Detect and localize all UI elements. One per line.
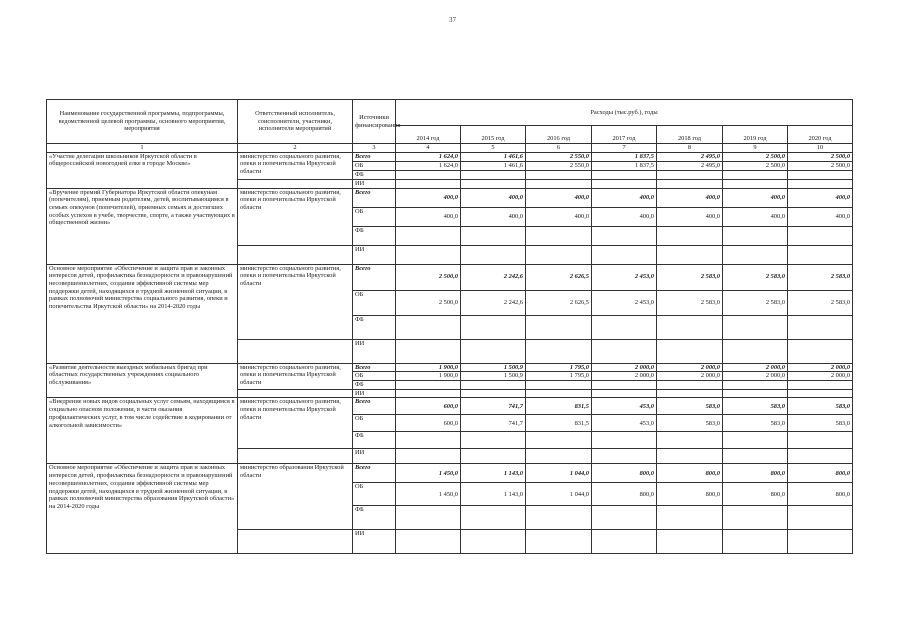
value-cell: 2 000,0 <box>657 363 723 372</box>
value-cell <box>723 530 788 554</box>
value-cell <box>461 339 526 363</box>
value-cell: 1 450,0 <box>396 483 461 506</box>
column-number: 6 <box>526 144 592 153</box>
value-cell <box>723 179 788 188</box>
value-cell: 400,0 <box>788 188 853 207</box>
header-year: 2018 год <box>657 126 723 144</box>
value-cell: 1 837,5 <box>592 161 657 170</box>
value-cell <box>526 226 592 245</box>
value-cell: 400,0 <box>592 207 657 226</box>
value-cell: 2 000,0 <box>788 372 853 381</box>
value-cell <box>788 432 853 449</box>
funding-source-cell: ОБ <box>353 415 396 432</box>
funding-source-cell: ИИ <box>353 179 396 188</box>
value-cell <box>592 449 657 464</box>
value-cell: 1 450,0 <box>396 464 461 483</box>
value-cell <box>461 449 526 464</box>
value-cell <box>657 226 723 245</box>
column-number-row <box>47 144 853 153</box>
header-year: 2020 год <box>788 126 853 144</box>
value-cell <box>788 170 853 179</box>
value-cell <box>657 315 723 339</box>
value-cell: 800,0 <box>657 464 723 483</box>
value-cell <box>461 245 526 264</box>
value-cell <box>723 432 788 449</box>
value-cell <box>592 245 657 264</box>
value-cell: 400,0 <box>526 188 592 207</box>
value-cell <box>788 315 853 339</box>
value-cell: 453,0 <box>592 398 657 415</box>
value-cell <box>461 315 526 339</box>
executor-cell-empty <box>238 530 353 554</box>
value-cell <box>396 530 461 554</box>
value-cell <box>657 449 723 464</box>
value-cell <box>396 432 461 449</box>
value-cell: 2 550,0 <box>526 152 592 161</box>
table-row <box>47 152 853 161</box>
value-cell <box>592 315 657 339</box>
value-cell: 1 624,0 <box>396 161 461 170</box>
header-year: 2015 год <box>461 126 526 144</box>
value-cell <box>657 530 723 554</box>
column-number: 7 <box>592 144 657 153</box>
value-cell <box>592 179 657 188</box>
value-cell <box>592 506 657 530</box>
value-cell: 2 500,0 <box>788 152 853 161</box>
value-cell: 800,0 <box>657 483 723 506</box>
value-cell: 400,0 <box>461 207 526 226</box>
value-cell <box>461 506 526 530</box>
header-expenses: Расходы (тыс.руб.), годы <box>396 100 853 126</box>
value-cell: 800,0 <box>592 483 657 506</box>
value-cell <box>788 389 853 398</box>
value-cell: 2 242,6 <box>461 290 526 315</box>
value-cell <box>396 506 461 530</box>
value-cell <box>461 389 526 398</box>
executor-cell: министерство социального развития, опеки и попечительства Иркутской области <box>238 363 353 389</box>
table-row <box>47 464 853 483</box>
header-row <box>47 100 853 126</box>
value-cell: 800,0 <box>788 464 853 483</box>
funding-source-cell: ИИ <box>353 339 396 363</box>
value-cell <box>396 226 461 245</box>
value-cell: 2 626,5 <box>526 290 592 315</box>
funding-source-cell: ФБ <box>353 432 396 449</box>
value-cell <box>657 179 723 188</box>
value-cell <box>526 530 592 554</box>
value-cell: 400,0 <box>396 188 461 207</box>
value-cell <box>592 530 657 554</box>
value-cell: 2 242,6 <box>461 264 526 290</box>
funding-source-cell: ФБ <box>353 226 396 245</box>
value-cell <box>592 381 657 390</box>
value-cell: 583,0 <box>723 415 788 432</box>
value-cell <box>788 339 853 363</box>
column-number: 8 <box>657 144 723 153</box>
value-cell: 800,0 <box>592 464 657 483</box>
value-cell: 831,5 <box>526 415 592 432</box>
value-cell <box>723 245 788 264</box>
header-executor: Ответственный исполнитель, соисполнители, участники, исполнители мероприятий <box>238 100 353 144</box>
value-cell <box>526 449 592 464</box>
value-cell: 2 495,0 <box>657 152 723 161</box>
value-cell <box>788 245 853 264</box>
value-cell <box>592 432 657 449</box>
value-cell <box>723 381 788 390</box>
value-cell <box>592 170 657 179</box>
funding-source-cell: ОБ <box>353 290 396 315</box>
value-cell <box>526 245 592 264</box>
program-name-cell: «Участие делегации школьников Иркутской области в общероссийской новогодней елке в городе Москве» <box>47 152 238 188</box>
program-name-cell: «Вручение премий Губернатора Иркутской области опекунам (попечителям), приемным родителям, детей, воспитывающимся в семьях опекунов (попечителей), приемных семьях и достигших особых успехов в учебе, творчестве, спорте, а также участвующих в общественной жизни» <box>47 188 238 264</box>
value-cell: 400,0 <box>788 207 853 226</box>
value-cell <box>461 170 526 179</box>
value-cell: 741,7 <box>461 398 526 415</box>
value-cell <box>592 389 657 398</box>
value-cell: 2 583,0 <box>657 290 723 315</box>
value-cell: 1 500,9 <box>461 372 526 381</box>
value-cell: 1 837,5 <box>592 152 657 161</box>
value-cell: 2 000,0 <box>788 363 853 372</box>
value-cell <box>461 432 526 449</box>
value-cell: 1 795,0 <box>526 363 592 372</box>
value-cell <box>461 381 526 390</box>
value-cell <box>461 226 526 245</box>
funding-source-cell: ИИ <box>353 245 396 264</box>
funding-source-cell: ИИ <box>353 389 396 398</box>
value-cell: 2 583,0 <box>788 290 853 315</box>
value-cell: 400,0 <box>526 207 592 226</box>
funding-source-cell: Всего <box>353 363 396 372</box>
header-year: 2014 год <box>396 126 461 144</box>
value-cell <box>657 432 723 449</box>
value-cell <box>657 381 723 390</box>
executor-cell-empty <box>238 449 353 464</box>
value-cell: 2 000,0 <box>592 372 657 381</box>
funding-source-cell: Всего <box>353 152 396 161</box>
value-cell: 1 461,6 <box>461 152 526 161</box>
budget-table <box>46 99 853 554</box>
value-cell <box>657 506 723 530</box>
funding-source-cell: Всего <box>353 398 396 415</box>
funding-source-cell: ФБ <box>353 381 396 390</box>
column-number: 10 <box>788 144 853 153</box>
funding-source-cell: Всего <box>353 464 396 483</box>
value-cell <box>526 170 592 179</box>
value-cell: 741,7 <box>461 415 526 432</box>
value-cell: 800,0 <box>723 483 788 506</box>
value-cell: 2 583,0 <box>657 264 723 290</box>
value-cell <box>396 339 461 363</box>
value-cell <box>396 170 461 179</box>
value-cell: 1 044,0 <box>526 464 592 483</box>
value-cell: 400,0 <box>461 188 526 207</box>
value-cell: 800,0 <box>723 464 788 483</box>
value-cell: 400,0 <box>592 188 657 207</box>
funding-source-cell: ФБ <box>353 506 396 530</box>
value-cell: 400,0 <box>396 207 461 226</box>
value-cell <box>723 315 788 339</box>
table-row <box>47 188 853 207</box>
value-cell <box>396 179 461 188</box>
value-cell <box>788 449 853 464</box>
funding-source-cell: ФБ <box>353 170 396 179</box>
value-cell: 583,0 <box>723 398 788 415</box>
value-cell: 2 000,0 <box>657 372 723 381</box>
value-cell <box>396 449 461 464</box>
value-cell <box>396 315 461 339</box>
value-cell <box>396 245 461 264</box>
funding-source-cell: ОБ <box>353 483 396 506</box>
value-cell: 453,0 <box>592 415 657 432</box>
value-cell: 1 900,0 <box>396 372 461 381</box>
value-cell: 400,0 <box>723 188 788 207</box>
value-cell <box>723 506 788 530</box>
value-cell <box>723 170 788 179</box>
program-name-cell: «Развитие деятельности выездных мобильных бригад при областных государственных учреждениях социального обслуживания» <box>47 363 238 398</box>
value-cell: 1 900,0 <box>396 363 461 372</box>
value-cell: 2 500,0 <box>723 152 788 161</box>
value-cell <box>788 381 853 390</box>
value-cell <box>723 389 788 398</box>
value-cell <box>461 530 526 554</box>
header-program: Наименование государственной программы, подпрограммы, ведомственной целевой программы, основного мероприятия, мероприятия <box>47 100 238 144</box>
value-cell: 600,0 <box>396 415 461 432</box>
funding-source-cell: ИИ <box>353 449 396 464</box>
value-cell: 1 624,0 <box>396 152 461 161</box>
value-cell: 2 000,0 <box>723 372 788 381</box>
value-cell: 2 500,0 <box>788 161 853 170</box>
executor-cell-empty <box>238 179 353 188</box>
value-cell: 2 500,0 <box>396 290 461 315</box>
value-cell <box>723 226 788 245</box>
value-cell <box>526 506 592 530</box>
funding-source-cell: ОБ <box>353 207 396 226</box>
value-cell <box>592 339 657 363</box>
value-cell <box>526 339 592 363</box>
table-row <box>47 398 853 415</box>
value-cell: 400,0 <box>657 207 723 226</box>
value-cell <box>657 389 723 398</box>
value-cell: 1 143,0 <box>461 464 526 483</box>
value-cell <box>526 179 592 188</box>
value-cell <box>788 506 853 530</box>
funding-source-cell: Всего <box>353 188 396 207</box>
value-cell <box>788 226 853 245</box>
table-row <box>47 363 853 372</box>
value-cell: 2 550,0 <box>526 161 592 170</box>
value-cell: 2 453,0 <box>592 264 657 290</box>
funding-source-cell: ФБ <box>353 315 396 339</box>
header-year: 2017 год <box>592 126 657 144</box>
value-cell: 400,0 <box>657 188 723 207</box>
value-cell: 2 500,0 <box>723 161 788 170</box>
header-source: Источники финансирования <box>353 100 396 144</box>
value-cell: 600,0 <box>396 398 461 415</box>
value-cell <box>396 381 461 390</box>
column-number: 2 <box>238 144 353 153</box>
executor-cell: министерство социального развития, опеки и попечительства Иркутской области <box>238 152 353 179</box>
value-cell: 1 500,9 <box>461 363 526 372</box>
value-cell: 583,0 <box>788 398 853 415</box>
funding-source-cell: ИИ <box>353 530 396 554</box>
value-cell <box>657 170 723 179</box>
table-row <box>47 264 853 290</box>
value-cell: 800,0 <box>788 483 853 506</box>
value-cell: 2 495,0 <box>657 161 723 170</box>
value-cell: 583,0 <box>788 415 853 432</box>
value-cell: 2 583,0 <box>723 264 788 290</box>
executor-cell: министерство образования Иркутской области <box>238 464 353 530</box>
value-cell: 2 500,0 <box>396 264 461 290</box>
executor-cell-empty <box>238 339 353 363</box>
value-cell <box>526 432 592 449</box>
executor-cell: министерство социального развития, опеки и попечительства Иркутской области <box>238 264 353 339</box>
value-cell <box>723 449 788 464</box>
value-cell: 2 000,0 <box>592 363 657 372</box>
header-year: 2016 год <box>526 126 592 144</box>
funding-source-cell: ОБ <box>353 372 396 381</box>
value-cell: 583,0 <box>657 415 723 432</box>
value-cell <box>723 339 788 363</box>
value-cell: 2 453,0 <box>592 290 657 315</box>
value-cell: 1 044,0 <box>526 483 592 506</box>
executor-cell-empty <box>238 389 353 398</box>
page-number: 37 <box>449 16 456 24</box>
value-cell <box>657 339 723 363</box>
value-cell: 1 143,0 <box>461 483 526 506</box>
program-name-cell: «Внедрение новых видов социальных услуг семьям, находящимся в социально опасном положении, в части оказания профилактических услуг, в том числе содействие в кодировании от алкогольной зависимости» <box>47 398 238 464</box>
program-name-cell: Основное мероприятие «Обеспечение и защита прав и законных интересов детей, профилактика безнадзорности и правонарушений несовершеннолетних, создания эффективной системы мер поддержки детей, находящихся в трудной жизненной ситуации, в рамках полномочий министерства социального развития, опеки и попечительства Иркутской области» на 2014-2020 годы <box>47 264 238 363</box>
value-cell: 2 626,5 <box>526 264 592 290</box>
value-cell: 583,0 <box>657 398 723 415</box>
executor-cell: министерство социального развития, опеки и попечительства Иркутской области <box>238 398 353 449</box>
value-cell <box>396 389 461 398</box>
funding-source-cell: Всего <box>353 264 396 290</box>
value-cell <box>461 179 526 188</box>
value-cell: 2 583,0 <box>788 264 853 290</box>
column-number: 4 <box>396 144 461 153</box>
value-cell: 2 583,0 <box>723 290 788 315</box>
value-cell: 1 795,0 <box>526 372 592 381</box>
value-cell <box>526 389 592 398</box>
value-cell <box>592 226 657 245</box>
column-number: 5 <box>461 144 526 153</box>
column-number: 1 <box>47 144 238 153</box>
column-number: 9 <box>723 144 788 153</box>
value-cell <box>788 179 853 188</box>
program-name-cell: Основное мероприятие «Обеспечение и защита прав и законных интересов детей, профилактика безнадзорности и правонарушений несовершеннолетних, создания эффективной системы мер поддержки детей, находящихся в трудной жизненной ситуации, в рамках полномочий министерства образования Иркутской области» на 2014-2020 годы <box>47 464 238 554</box>
value-cell <box>657 245 723 264</box>
value-cell: 2 000,0 <box>723 363 788 372</box>
header-year: 2019 год <box>723 126 788 144</box>
executor-cell: министерство социального развития, опеки и попечительства Иркутской области <box>238 188 353 245</box>
executor-cell-empty <box>238 245 353 264</box>
funding-source-cell: ОБ <box>353 161 396 170</box>
value-cell: 1 461,6 <box>461 161 526 170</box>
table-body <box>47 152 853 554</box>
value-cell: 831,5 <box>526 398 592 415</box>
column-number: 3 <box>353 144 396 153</box>
value-cell <box>526 381 592 390</box>
value-cell: 400,0 <box>723 207 788 226</box>
value-cell <box>788 530 853 554</box>
value-cell <box>526 315 592 339</box>
